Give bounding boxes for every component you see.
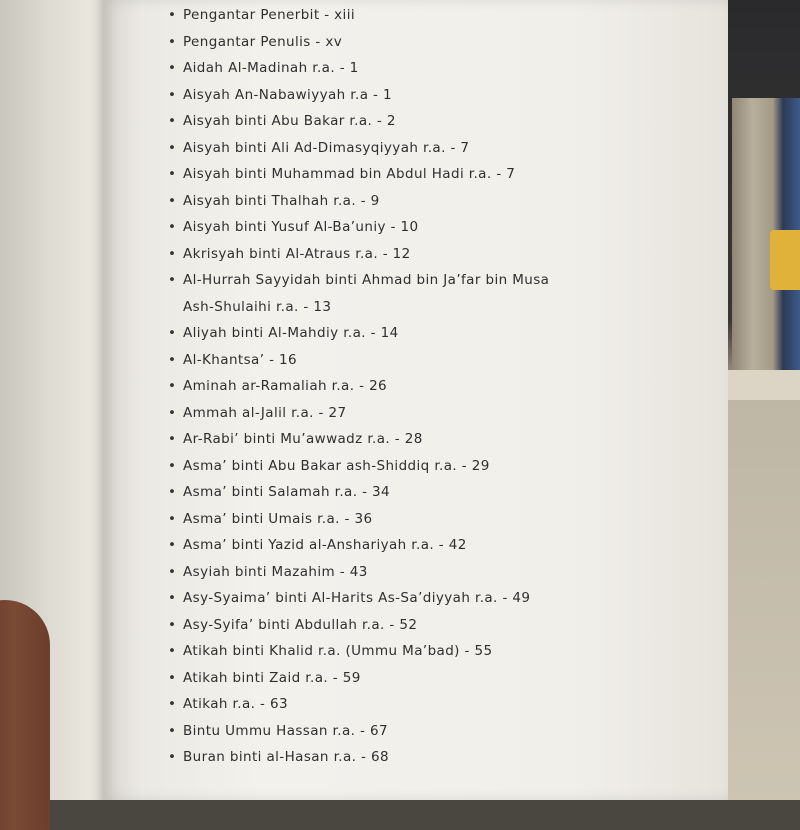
toc-entry: • Asma’ binti Abu Bakar ash-Shiddiq r.a. - 29 bbox=[168, 453, 549, 480]
toc-entry: • Aidah Al-Madinah r.a. - 1 bbox=[168, 55, 549, 82]
toc-entry: • Asy-Syaima’ binti Al-Harits As-Sa’diyyah r.a. - 49 bbox=[168, 585, 549, 612]
toc-entry: • Aisyah binti Yusuf Al-Ba’uniy - 10 bbox=[168, 214, 549, 241]
toc-entry: • Buran binti al-Hasan r.a. - 68 bbox=[168, 744, 549, 771]
toc-entry: • Aisyah binti Thalhah r.a. - 9 bbox=[168, 188, 549, 215]
toc-entry: • Atikah binti Khalid r.a. (Ummu Ma’bad) - 55 bbox=[168, 638, 549, 665]
toc-entry: • Aisyah binti Muhammad bin Abdul Hadi r.a. - 7 bbox=[168, 161, 549, 188]
toc-entry: • Al-Khantsa’ - 16 bbox=[168, 347, 549, 374]
toc-entry: • Asyiah binti Mazahim - 43 bbox=[168, 559, 549, 586]
toc-entry: • Aisyah binti Abu Bakar r.a. - 2 bbox=[168, 108, 549, 135]
toc-entry: • Atikah binti Zaid r.a. - 59 bbox=[168, 665, 549, 692]
toc-entry: • Asma’ binti Umais r.a. - 36 bbox=[168, 506, 549, 533]
toc-entry: • Aisyah binti Ali Ad-Dimasyqiyyah r.a. - 7 bbox=[168, 135, 549, 162]
background-book-art bbox=[770, 230, 800, 290]
toc-entry: • Aliyah binti Al-Mahdiy r.a. - 14 bbox=[168, 320, 549, 347]
toc-entry: • Bintu Ummu Hassan r.a. - 67 bbox=[168, 718, 549, 745]
toc-entry-line-2: Ash-Shulaihi r.a. - 13 bbox=[183, 298, 332, 315]
toc-entry: • Atikah r.a. - 63 bbox=[168, 691, 549, 718]
toc-entry: • Asma’ binti Salamah r.a. - 34 bbox=[168, 479, 549, 506]
toc-entry: • Aisyah An-Nabawiyyah r.a - 1 bbox=[168, 82, 549, 109]
toc-entry bbox=[168, 267, 549, 320]
toc-entry: • Pengantar Penulis - xv bbox=[168, 29, 549, 56]
toc-entry-line-1: Al-Hurrah Sayyidah binti Ahmad bin Ja’far bin Musa bbox=[183, 272, 550, 288]
toc-entry: • Aminah ar-Ramaliah r.a. - 26 bbox=[168, 373, 549, 400]
hand bbox=[0, 600, 50, 830]
shelf-edge bbox=[728, 370, 800, 400]
toc-entry: • Akrisyah binti Al-Atraus r.a. - 12 bbox=[168, 241, 549, 268]
toc-entry: • Asma’ binti Yazid al-Anshariyah r.a. - 42 bbox=[168, 532, 549, 559]
toc-entry: • Pengantar Penerbit - xiii bbox=[168, 2, 549, 29]
table-of-contents bbox=[168, 2, 549, 771]
toc-entry: • Asy-Syifa’ binti Abdullah r.a. - 52 bbox=[168, 612, 549, 639]
toc-entry: • Ar-Rabi’ binti Mu’awwadz r.a. - 28 bbox=[168, 426, 549, 453]
toc-entry: • Ammah al-Jalil r.a. - 27 bbox=[168, 400, 549, 427]
